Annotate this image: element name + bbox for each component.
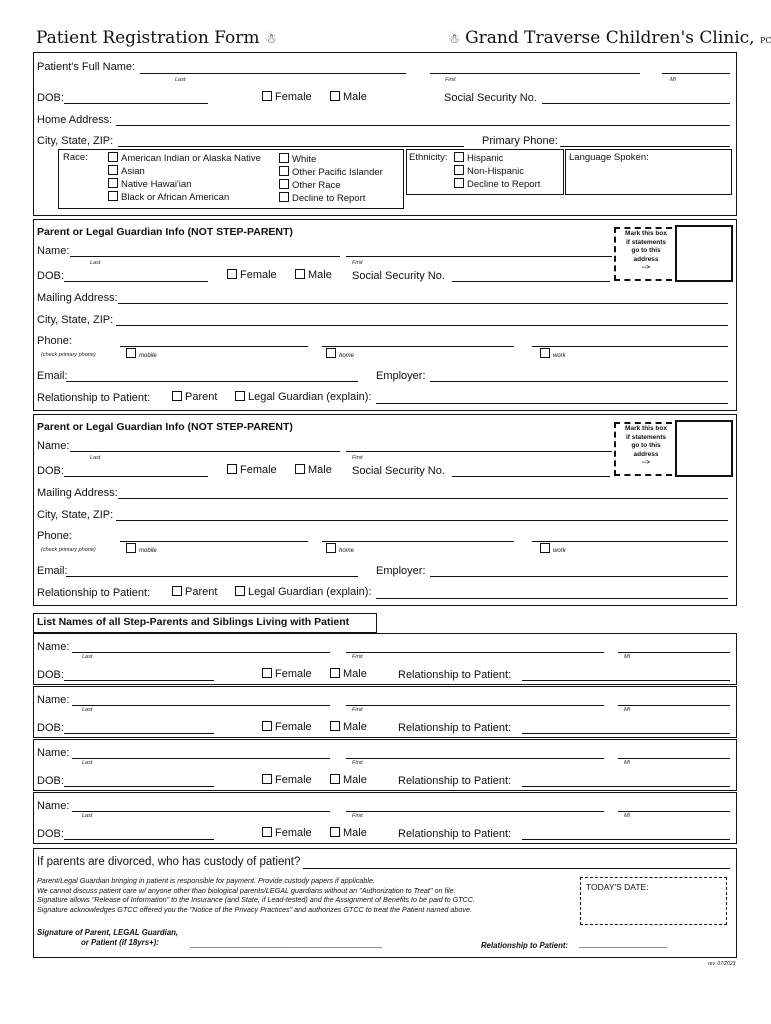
sibling-first-name-field[interactable]	[346, 758, 604, 759]
sibling-last-name-field[interactable]	[72, 652, 330, 653]
ethnicity-option[interactable]: Hispanic	[454, 152, 503, 164]
custody-field[interactable]	[303, 868, 730, 869]
siblings-heading: List Names of all Step-Parents and Siblings Living with Patient	[37, 616, 350, 628]
guardian-explain-field[interactable]	[376, 403, 728, 404]
guardian-city-field[interactable]	[116, 520, 728, 521]
primary-phone-field[interactable]	[560, 146, 730, 147]
sibling-last-name-field[interactable]	[72, 811, 330, 812]
ssn-label: Social Security No.	[444, 92, 537, 104]
mobile-checkbox[interactable]: mobile	[126, 543, 157, 558]
sibling-first-name-field[interactable]	[346, 652, 604, 653]
male-checkbox[interactable]: Male	[295, 464, 332, 477]
race-option[interactable]: Asian	[108, 165, 145, 177]
home-checkbox[interactable]: home	[326, 543, 354, 558]
home-address-field[interactable]	[116, 125, 730, 126]
sibling-dob-field[interactable]	[64, 786, 214, 787]
primary-phone-label: Primary Phone:	[482, 135, 558, 147]
sibling-relationship-field[interactable]	[522, 733, 730, 734]
dob-label: DOB:	[37, 92, 64, 104]
legal-guardian-checkbox[interactable]: Legal Guardian (explain):	[235, 586, 372, 599]
guardian-ssn-field[interactable]	[452, 281, 610, 282]
guardian-email-field[interactable]	[66, 381, 358, 382]
signature-field[interactable]: ________________________________________________	[190, 939, 382, 948]
guardian-first-name-field[interactable]	[346, 451, 612, 452]
sibling-dob-field[interactable]	[64, 733, 214, 734]
city-field[interactable]	[118, 146, 464, 147]
todays-date-label: TODAY'S DATE:	[586, 882, 649, 892]
sibling-mi-field[interactable]	[618, 705, 730, 706]
sibling-relationship-field[interactable]	[522, 786, 730, 787]
kids-logo-icon: ☃	[264, 32, 277, 47]
relationship-label: Relationship to Patient:	[481, 941, 569, 950]
guardian-heading: Parent or Legal Guardian Info (NOT STEP-PARENT)	[37, 421, 293, 433]
signature-label: Signature of Parent, LEGAL Guardian, or Patient (if 18yrs+):	[37, 928, 179, 947]
guardian-email-field[interactable]	[66, 576, 358, 577]
guardian-dob-field[interactable]	[64, 476, 208, 477]
sibling-last-name-field[interactable]	[72, 758, 330, 759]
custody-question: If parents are divorced, who has custody of patient?	[37, 856, 301, 868]
guardian-mobile-field[interactable]	[120, 541, 308, 542]
guardian-home-field[interactable]	[322, 346, 514, 347]
ssn-field[interactable]	[542, 103, 730, 104]
sibling-dob-field[interactable]	[64, 680, 214, 681]
dob-field[interactable]	[64, 103, 208, 104]
work-checkbox[interactable]: work	[540, 543, 566, 558]
sibling-dob-field[interactable]	[64, 839, 214, 840]
guardian-employer-field[interactable]	[430, 576, 728, 577]
guardian-home-field[interactable]	[322, 541, 514, 542]
revision: rev. 07/2023	[708, 961, 736, 967]
guardian-last-name-field[interactable]	[70, 451, 340, 452]
race-option[interactable]: Native Hawai'ian	[108, 178, 191, 190]
guardian-heading: Parent or Legal Guardian Info (NOT STEP-PARENT)	[37, 226, 293, 238]
male-checkbox[interactable]: Male	[330, 721, 367, 734]
sibling-entry	[33, 633, 737, 685]
form-title: Patient Registration Form ☃	[36, 28, 277, 48]
male-checkbox[interactable]: Male	[295, 269, 332, 282]
last-name-field[interactable]	[140, 73, 406, 74]
sibling-relationship-field[interactable]	[522, 839, 730, 840]
city-label: City, State, ZIP:	[37, 135, 114, 147]
guardian-mailing-field[interactable]	[118, 303, 728, 304]
sibling-relationship-field[interactable]	[522, 680, 730, 681]
work-checkbox[interactable]: work	[540, 348, 566, 363]
female-checkbox[interactable]: Female	[262, 91, 312, 104]
sibling-mi-field[interactable]	[618, 758, 730, 759]
mark-address-checkbox[interactable]	[675, 225, 733, 282]
full-name-label: Patient's Full Name:	[37, 61, 136, 73]
legal-guardian-checkbox[interactable]: Legal Guardian (explain):	[235, 391, 372, 404]
home-checkbox[interactable]: home	[326, 348, 354, 363]
female-checkbox[interactable]: Female	[262, 668, 312, 681]
race-option[interactable]: Other Race	[279, 179, 341, 191]
sibling-first-name-field[interactable]	[346, 705, 604, 706]
guardian-work-field[interactable]	[532, 346, 728, 347]
sibling-mi-field[interactable]	[618, 811, 730, 812]
sibling-last-name-field[interactable]	[72, 705, 330, 706]
ethnicity-option[interactable]: Non-Hispanic	[454, 165, 524, 177]
mobile-checkbox[interactable]: mobile	[126, 348, 157, 363]
mi-field[interactable]	[662, 73, 730, 74]
clinic-name: ☃ Grand Traverse Children's Clinic, PC	[448, 28, 771, 48]
guardian-work-field[interactable]	[532, 541, 728, 542]
guardian-mailing-field[interactable]	[118, 498, 728, 499]
guardian-city-field[interactable]	[116, 325, 728, 326]
race-option[interactable]: Other Pacific Islander	[279, 166, 383, 178]
sibling-mi-field[interactable]	[618, 652, 730, 653]
guardian-dob-field[interactable]	[64, 281, 208, 282]
female-checkbox[interactable]: Female	[227, 464, 277, 477]
female-checkbox[interactable]: Female	[262, 721, 312, 734]
sibling-entry	[33, 686, 737, 738]
parent-checkbox[interactable]: Parent	[172, 391, 217, 404]
guardian-ssn-field[interactable]	[452, 476, 610, 477]
race-option[interactable]: American Indian or Alaska Native	[108, 152, 261, 164]
sibling-entry	[33, 792, 737, 844]
parent-checkbox[interactable]: Parent	[172, 586, 217, 599]
race-option[interactable]: Black or African American	[108, 191, 229, 203]
female-checkbox[interactable]: Female	[227, 269, 277, 282]
female-checkbox[interactable]: Female	[262, 774, 312, 787]
guardian-last-name-field[interactable]	[70, 256, 340, 257]
male-checkbox[interactable]: Male	[330, 91, 367, 104]
guardian-explain-field[interactable]	[376, 598, 728, 599]
male-checkbox[interactable]: Male	[330, 774, 367, 787]
race-option[interactable]: Decline to Report	[279, 192, 365, 204]
kids-logo-icon: ☃	[448, 32, 460, 47]
guardian-mobile-field[interactable]	[120, 346, 308, 347]
disclaimer: Parent/Legal Guardian bringing in patient is responsible for payment. Provide custody papers if applicable. We cannot discuss patient care w/ anyone other than biological parents/LEGAL guardians without an "Authorization to Treat" on file. Signature allows "Release of Information" to the Insurance (and State, if Lead-tested) and the Assignment of Benefits to be paid to GTCC. Signature acknowledges GTCC offered you the "Notice of the Privacy Practices" and authorizes GTCC to treat the Patient named above.	[37, 876, 475, 914]
male-checkbox[interactable]: Male	[330, 668, 367, 681]
race-option[interactable]: White	[279, 153, 316, 165]
guardian-first-name-field[interactable]	[346, 256, 612, 257]
relationship-field[interactable]: ______________________	[579, 939, 667, 948]
sibling-entry	[33, 739, 737, 791]
male-checkbox[interactable]: Male	[330, 827, 367, 840]
mark-address-checkbox[interactable]	[675, 420, 733, 477]
female-checkbox[interactable]: Female	[262, 827, 312, 840]
sibling-first-name-field[interactable]	[346, 811, 604, 812]
first-name-field[interactable]	[430, 73, 640, 74]
home-address-label: Home Address:	[37, 114, 113, 126]
guardian-employer-field[interactable]	[430, 381, 728, 382]
ethnicity-option[interactable]: Decline to Report	[454, 178, 540, 190]
